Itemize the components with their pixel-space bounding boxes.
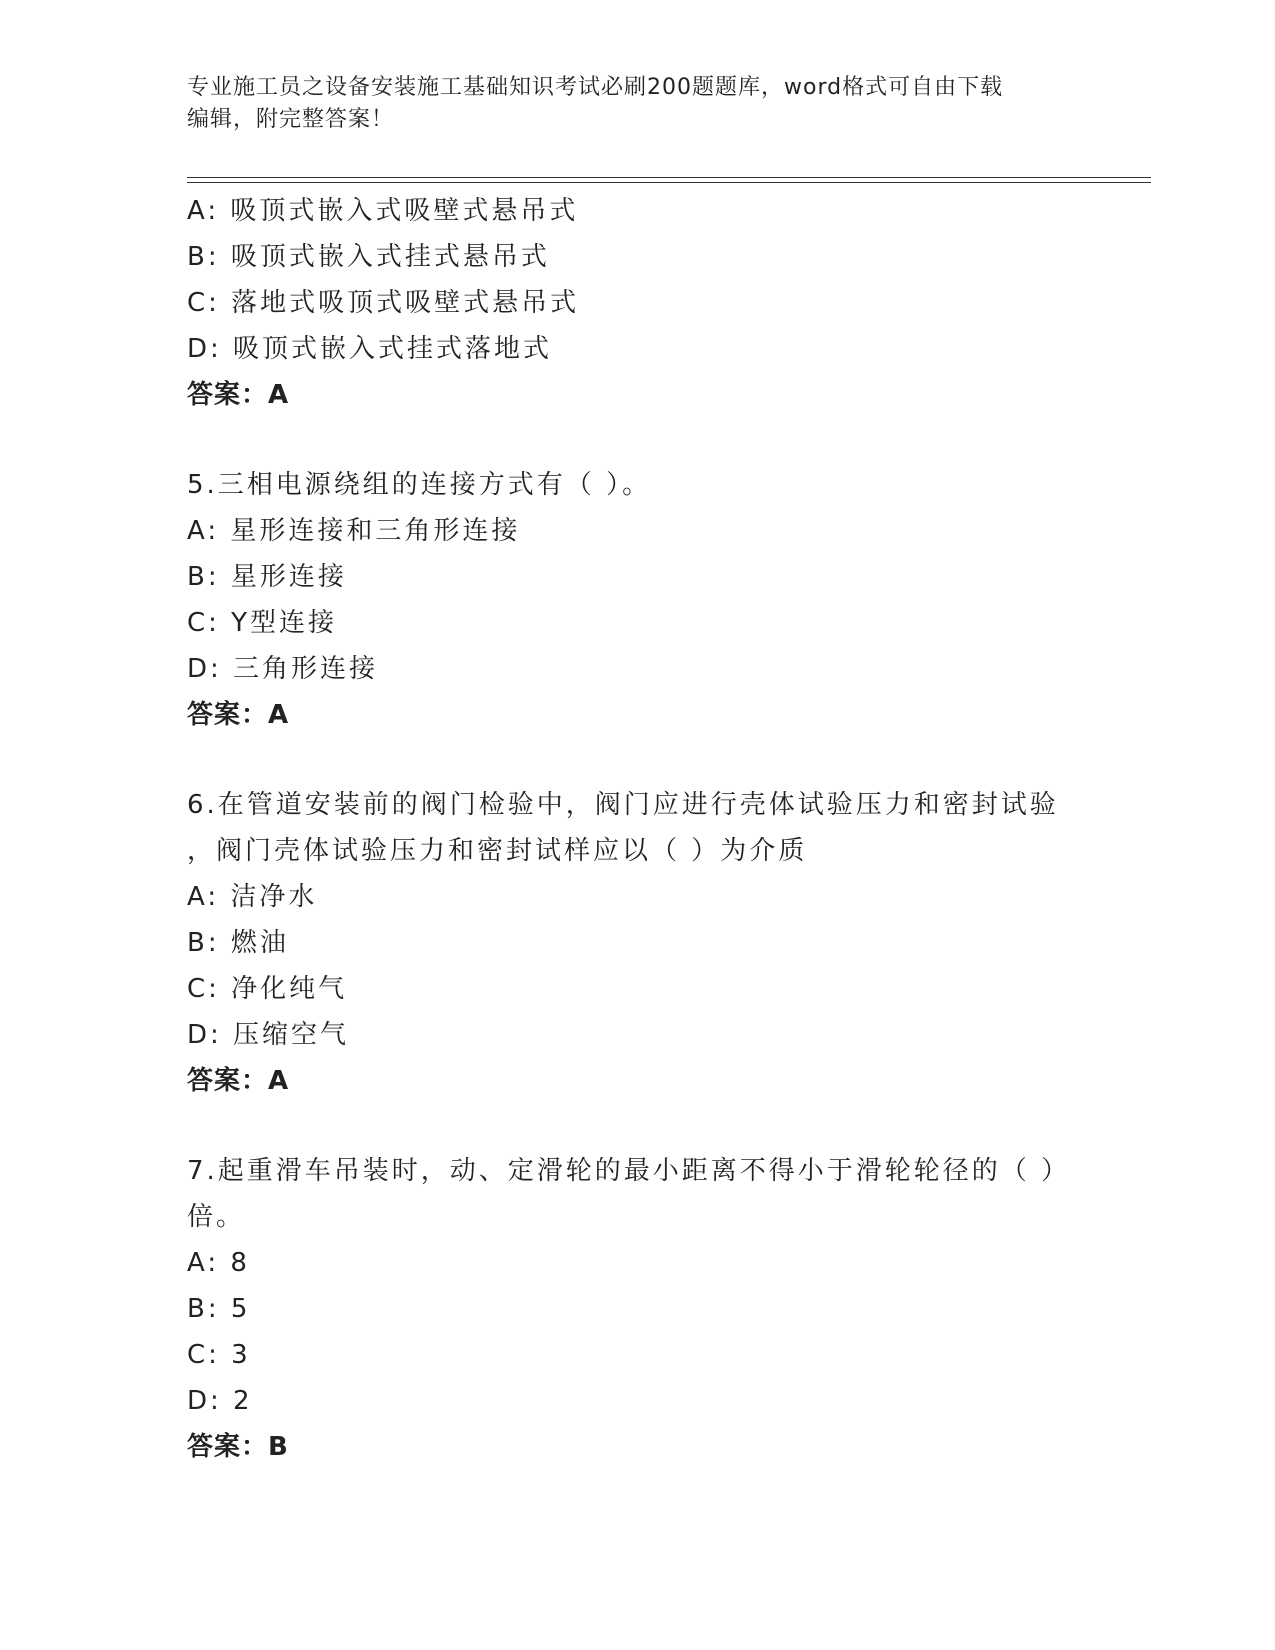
option-a: A: 星形连接和三角形连接 xyxy=(187,516,521,546)
answer: 答案：B xyxy=(187,1432,289,1462)
header-line-2: 编辑，附完整答案！ xyxy=(187,107,395,132)
option-d: D: 吸顶式嵌入式挂式落地式 xyxy=(187,334,553,364)
option-c: C: 落地式吸顶式吸壁式悬吊式 xyxy=(187,288,580,318)
option-a: A: 洁净水 xyxy=(187,882,318,912)
question-stem-line-1: 6.在管道安装前的阀门检验中，阀门应进行壳体试验压力和密封试验 xyxy=(187,790,1059,820)
header-divider xyxy=(187,177,1151,183)
answer: 答案：A xyxy=(187,380,290,410)
question-stem: 5.三相电源绕组的连接方式有（ ）。 xyxy=(187,470,652,500)
document-header xyxy=(187,72,1087,136)
option-d: D: 2 xyxy=(187,1386,253,1416)
option-b: B: 燃油 xyxy=(187,928,289,958)
option-b: B: 吸顶式嵌入式挂式悬吊式 xyxy=(187,242,550,272)
option-a: A: 8 xyxy=(187,1248,250,1278)
question-stem-line-2: 倍。 xyxy=(187,1202,246,1232)
option-d: D: 压缩空气 xyxy=(187,1020,350,1050)
option-c: C: 3 xyxy=(187,1340,251,1370)
option-c: C: Y型连接 xyxy=(187,608,338,638)
question-5 xyxy=(187,462,1087,738)
option-c: C: 净化纯气 xyxy=(187,974,348,1004)
option-a: A: 吸顶式嵌入式吸壁式悬吊式 xyxy=(187,196,579,226)
question-list xyxy=(187,188,1087,1470)
option-d: D: 三角形连接 xyxy=(187,654,379,684)
question-7 xyxy=(187,1148,1087,1470)
question-stem-line-1: 7.起重滑车吊装时，动、定滑轮的最小距离不得小于滑轮轮径的（ ） xyxy=(187,1156,1071,1186)
question-stem-line-2: ，阀门壳体试验压力和密封试样应以（ ）为介质 xyxy=(187,836,808,866)
answer: 答案：A xyxy=(187,1066,290,1096)
header-line-1: 专业施工员之设备安装施工基础知识考试必刷200题题库，word格式可自由下载 xyxy=(187,75,1004,100)
answer: 答案：A xyxy=(187,700,290,730)
question-4 xyxy=(187,188,1087,418)
question-6 xyxy=(187,782,1087,1104)
option-b: B: 5 xyxy=(187,1294,251,1324)
option-b: B: 星形连接 xyxy=(187,562,347,592)
